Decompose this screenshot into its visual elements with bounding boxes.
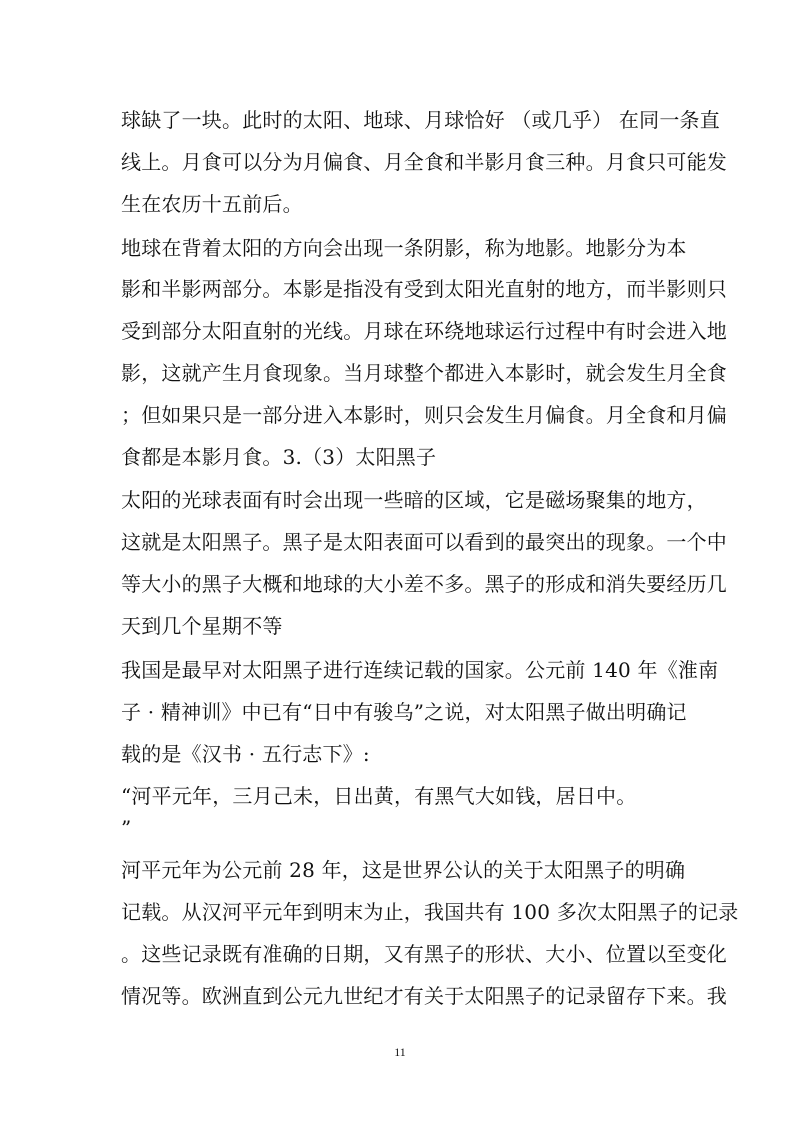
text-line: ；但如果只是一部分进入本影时，则只会发生月偏食。月全食和月偏 (121, 403, 727, 427)
text-line: 受到部分太阳直射的光线。月球在环绕地球运行过程中有时会进入地 (121, 319, 727, 343)
text-line: 天到几个星期不等 (121, 614, 283, 638)
text-line: 球缺了一块。此时的太阳、地球、月球恰好 （或几乎） 在同一条直 (121, 108, 720, 132)
text-line: 影，这就产生月食现象。当月球整个都进入本影时，就会发生月全食 (121, 361, 727, 385)
text-line: “河平元年，三月己未，日出黄，有黑气大如钱，居日中。 (121, 784, 637, 808)
page-number: 11 (394, 1045, 406, 1059)
text-line: 河平元年为公元前 28 年，这是世界公认的关于太阳黑子的明确 (121, 858, 686, 882)
text-line: 食都是本影月食。3.（3）太阳黑子 (121, 445, 437, 469)
text-line: 子 · 精神训》中已有“日中有骏乌”之说，对太阳黑子做出明确记 (121, 700, 687, 724)
text-line: 等大小的黑子大概和地球的大小差不多。黑子的形成和消失要经历几 (121, 572, 727, 596)
text-line: 。这些记录既有准确的日期，又有黑子的形状、大小、位置以至变化 (121, 942, 727, 966)
text-line: 太阳的光球表面有时会出现一些暗的区域，它是磁场聚集的地方， (121, 488, 707, 512)
text-line: 地球在背着太阳的方向会出现一条阴影，称为地影。地影分为本 (121, 236, 687, 260)
text-line: 线上。月食可以分为月偏食、月全食和半影月食三种。月食只可能发 (121, 150, 727, 174)
text-line: ” (121, 816, 132, 840)
text-line: 记载。从汉河平元年到明末为止，我国共有 100 多次太阳黑子的记录 (121, 900, 739, 924)
text-line: 我国是最早对太阳黑子进行连续记载的国家。公元前 140 年《淮南 (121, 658, 719, 682)
text-line: 影和半影两部分。本影是指没有受到太阳光直射的地方，而半影则只 (121, 277, 727, 301)
text-line: 情况等。欧洲直到公元九世纪才有关于太阳黑子的记录留存下来。我 (121, 984, 727, 1008)
text-line: 载的是《汉书 · 五行志下》: (121, 742, 370, 766)
text-line: 这就是太阳黑子。黑子是太阳表面可以看到的最突出的现象。一个中 (121, 530, 727, 554)
text-line: 生在农历十五前后。 (121, 192, 303, 216)
